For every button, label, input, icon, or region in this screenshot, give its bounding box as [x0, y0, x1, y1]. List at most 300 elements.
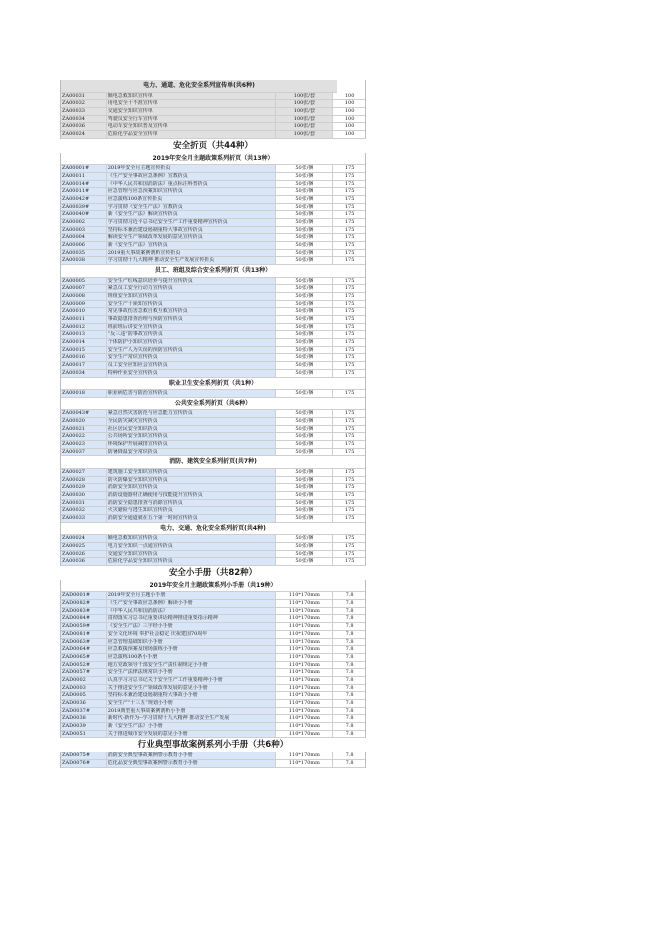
- item-price: 175: [333, 362, 365, 369]
- item-name: 学习贯彻习近平总书记安全生产工作重要精神宣传折页: [107, 219, 276, 226]
- item-spec: 50张/捆: [276, 370, 334, 377]
- item-name: 职业病危害与防治宣传折页: [107, 390, 276, 397]
- item-spec: 50张/捆: [276, 181, 334, 188]
- item-price: 175: [333, 173, 365, 180]
- item-price: 7.8: [333, 708, 365, 715]
- item-name: 全民防灾减灾宣传折页: [107, 418, 276, 425]
- item-code: ZA00030: [61, 492, 107, 499]
- item-spec: 50张/捆: [276, 410, 334, 417]
- item-code: ZA00040#: [61, 211, 107, 218]
- item-code: ZAD0001#: [61, 592, 107, 599]
- item-code: ZA00009: [61, 301, 107, 308]
- item-code: ZA00036: [61, 123, 107, 130]
- item-code: ZA00022: [61, 433, 107, 440]
- table-row: [61, 116, 365, 124]
- table-group: [60, 752, 366, 767]
- item-price: 7.8: [333, 608, 365, 615]
- item-name: 危险化学品安全宣传单: [107, 131, 276, 138]
- table-row: [61, 639, 365, 647]
- item-name: 危化品安全典型事故案例警示教育小手册: [107, 760, 276, 767]
- table-row: [61, 234, 365, 242]
- item-code: ZAD0039: [61, 723, 107, 730]
- item-code: ZA00011#: [61, 188, 107, 195]
- item-code: ZA00032: [61, 100, 107, 107]
- item-code: ZA00011: [61, 173, 107, 180]
- item-code: ZA00024: [61, 131, 107, 138]
- table-row: [61, 469, 365, 477]
- item-code: ZA00032: [61, 507, 107, 514]
- item-code: ZA00018: [61, 390, 107, 397]
- item-price: 175: [333, 441, 365, 448]
- item-spec: 50张/捆: [276, 543, 334, 550]
- item-price: 7.8: [333, 731, 365, 738]
- item-price: 175: [333, 535, 365, 542]
- table-row: [61, 426, 365, 434]
- item-price: 100: [333, 123, 365, 130]
- table-row: [61, 708, 365, 716]
- item-price: 175: [333, 293, 365, 300]
- item-spec: 50张/捆: [276, 507, 334, 514]
- item-price: 175: [333, 515, 365, 522]
- item-price: 175: [333, 543, 365, 550]
- item-code: ZA00003: [61, 227, 107, 234]
- item-spec: 110*170mm: [276, 685, 334, 692]
- item-name: 环境保护开展减排宣传折页: [107, 441, 276, 448]
- item-price: 175: [333, 449, 365, 456]
- table-row: [61, 608, 365, 616]
- item-name: 驾驶员安全行车宣传单: [107, 116, 276, 123]
- table-row: [61, 760, 365, 768]
- table-row: [61, 188, 365, 196]
- table-row: [61, 370, 365, 378]
- item-code: ZA00015: [61, 347, 107, 354]
- item-spec: 50张/捆: [276, 449, 334, 456]
- item-code: ZAD0059#: [61, 623, 107, 630]
- item-price: 175: [333, 188, 365, 195]
- table-group: [60, 378, 366, 398]
- item-name: 火灾避险与逃生知识宣传折页: [107, 507, 276, 514]
- item-code: ZA00006: [61, 242, 107, 249]
- item-code: ZAD0057#: [61, 669, 107, 676]
- item-spec: 100张/套: [276, 123, 334, 130]
- item-price: 175: [333, 339, 365, 346]
- item-name: 班前班后讲安全宣传折页: [107, 324, 276, 331]
- item-price: 175: [333, 426, 365, 433]
- item-price: 175: [333, 234, 365, 241]
- item-spec: 50张/捆: [276, 188, 334, 195]
- table-row: [61, 100, 365, 108]
- table-row: [61, 535, 365, 543]
- table-row: [61, 418, 365, 426]
- item-price: 7.8: [333, 752, 365, 759]
- item-price: 7.8: [333, 700, 365, 707]
- table-row: [61, 692, 365, 700]
- item-spec: 50张/捆: [276, 433, 334, 440]
- item-code: ZAD0052#: [61, 662, 107, 669]
- item-spec: 110*170mm: [276, 608, 334, 615]
- table-row: [61, 347, 365, 355]
- table-row: [61, 685, 365, 693]
- item-name: 安全生产常识宣传折页: [107, 354, 276, 361]
- item-spec: 50张/捆: [276, 285, 334, 292]
- item-name: 交通安全知识宣传单: [107, 108, 276, 115]
- table-row: [61, 204, 365, 212]
- table-row: [61, 219, 365, 227]
- item-spec: 50张/捆: [276, 347, 334, 354]
- item-spec: 50张/捆: [276, 316, 334, 323]
- item-name: 安全生产人为失误的预防宣传折页: [107, 347, 276, 354]
- item-name: 新《安全生产法》解读宣传折页: [107, 211, 276, 218]
- section-title: 安全小手册（共82种）: [168, 567, 258, 578]
- item-price: 175: [333, 316, 365, 323]
- item-code: ZAD0037#: [61, 708, 107, 715]
- item-name: 常见事故伤害急救自救互救宣传折页: [107, 308, 276, 315]
- item-name: 紧急员工安全行动力宣传折页: [107, 285, 276, 292]
- item-spec: 50张/捆: [276, 278, 334, 285]
- item-spec: 50张/捆: [276, 196, 334, 203]
- table-row: [61, 700, 365, 708]
- item-code: ZAD0036: [61, 700, 107, 707]
- item-code: ZA00017: [61, 362, 107, 369]
- item-spec: 110*170mm: [276, 592, 334, 599]
- item-name: 危险化学品安全知识宣传折页: [107, 558, 276, 565]
- item-spec: 50张/捆: [276, 492, 334, 499]
- item-price: 7.8: [333, 760, 365, 767]
- table-row: [61, 654, 365, 662]
- item-name: 2019重大事故案例剖析宣传折页: [107, 250, 276, 257]
- item-name: 电力安全知识一点通宣传折页: [107, 543, 276, 550]
- item-price: 175: [333, 219, 365, 226]
- table-row: [61, 515, 365, 523]
- item-spec: 110*170mm: [276, 646, 334, 653]
- table-group: [60, 398, 366, 457]
- table-row: [61, 441, 365, 449]
- table-group: [60, 265, 366, 377]
- table-group: [60, 153, 366, 265]
- item-price: 175: [333, 227, 365, 234]
- item-price: 175: [333, 507, 365, 514]
- item-spec: 50张/捆: [276, 484, 334, 491]
- item-name: 关于推进城市安全发展的意见小手册: [107, 731, 276, 738]
- item-code: ZAD0076#: [61, 760, 107, 767]
- item-spec: 50张/捆: [276, 390, 334, 397]
- item-name: 坚持标本兼治建设遏制重特大事故宣传折页: [107, 227, 276, 234]
- item-spec: 110*170mm: [276, 692, 334, 699]
- item-price: 175: [333, 433, 365, 440]
- item-spec: 50张/捆: [276, 204, 334, 211]
- table-row: [61, 362, 365, 370]
- item-spec: 110*170mm: [276, 760, 334, 767]
- item-price: 100: [333, 131, 365, 138]
- table-row: [61, 623, 365, 631]
- item-spec: 50张/捆: [276, 500, 334, 507]
- item-price: 7.8: [333, 592, 365, 599]
- item-code: ZAD0005: [61, 692, 107, 699]
- item-price: 7.8: [333, 623, 365, 630]
- item-name: 2019典型重大事故案例剖析小手册: [107, 708, 276, 715]
- item-code: ZA00034: [61, 370, 107, 377]
- item-spec: 50张/捆: [276, 469, 334, 476]
- item-name: 防暑降温安全常识折页: [107, 449, 276, 456]
- item-spec: 110*170mm: [276, 731, 334, 738]
- table-row: [61, 615, 365, 623]
- item-name: 用电安全十不准宣传单: [107, 100, 276, 107]
- table-row: [61, 715, 365, 723]
- item-spec: 110*170mm: [276, 662, 334, 669]
- price-sheet: [60, 80, 366, 768]
- table-row: [61, 390, 365, 398]
- item-code: ZA00035: [61, 250, 107, 257]
- item-price: 175: [333, 492, 365, 499]
- item-code: ZA00001#: [61, 165, 107, 172]
- table-row: [61, 308, 365, 316]
- item-name: 交通安全知识宣传折页: [107, 551, 276, 558]
- item-name: 额电急救知识宣传折页: [107, 535, 276, 542]
- item-code: ZA00027: [61, 469, 107, 476]
- item-code: ZA00002: [61, 219, 107, 226]
- item-price: 175: [333, 370, 365, 377]
- item-name: 《安全生产法》三字经小手册: [107, 623, 276, 630]
- item-code: ZA00016: [61, 354, 107, 361]
- item-price: 175: [333, 484, 365, 491]
- item-spec: 50张/捆: [276, 227, 334, 234]
- item-spec: 100张/套: [276, 116, 334, 123]
- item-name: 关于推进安全生产领域改革发展的意见小手册: [107, 685, 276, 692]
- item-name: 《生产安全事故应急条例》宣教折页: [107, 173, 276, 180]
- item-code: ZA00014#: [61, 181, 107, 188]
- item-name: 《生产安全事故应急条例》解读小手册: [107, 600, 276, 607]
- item-code: ZA00007: [61, 285, 107, 292]
- item-spec: 50张/捆: [276, 211, 334, 218]
- item-code: ZA00036: [61, 558, 107, 565]
- item-price: 175: [333, 165, 365, 172]
- item-spec: 110*170mm: [276, 723, 334, 730]
- item-name: 应急管理基础知识小手册: [107, 639, 276, 646]
- item-code: ZA00005: [61, 278, 107, 285]
- item-name: 电动车安全知识普及宣传单: [107, 123, 276, 130]
- item-code: ZA00021: [61, 426, 107, 433]
- item-name: 解读安全生产领域改革发展的意见宣传折页: [107, 234, 276, 241]
- table-row: [61, 646, 365, 654]
- item-spec: 100张/套: [276, 108, 334, 115]
- table-row: [61, 631, 365, 639]
- item-name: “反三违”防事故宣传折页: [107, 331, 276, 338]
- table-row: [61, 181, 365, 189]
- item-price: 7.8: [333, 646, 365, 653]
- item-code: ZAD0083#: [61, 608, 107, 615]
- item-price: 7.8: [333, 669, 365, 676]
- subsection-title: 2019年安全月主题政策系列小手册（共19种）: [61, 580, 365, 593]
- table-row: [61, 293, 365, 301]
- subsection-title: 电力、通道、危化安全系列宣传单(共6种): [61, 80, 337, 93]
- item-spec: 50张/捆: [276, 418, 334, 425]
- item-code: ZAD0081#: [61, 631, 107, 638]
- subsection-title: 职业卫生安全系列折页（共1种）: [61, 378, 365, 391]
- item-spec: 50张/捆: [276, 234, 334, 241]
- item-spec: 50张/捆: [276, 535, 334, 542]
- item-code: ZAD0038: [61, 715, 107, 722]
- item-name: 安全生产十须知宣传折页: [107, 301, 276, 308]
- item-spec: 110*170mm: [276, 631, 334, 638]
- table-row: [61, 484, 365, 492]
- item-name: 应急演练100条小手册: [107, 654, 276, 661]
- item-name: 应急管理与应急预案知识宣传折页: [107, 188, 276, 195]
- item-name: 新《安全生产法》小手册: [107, 723, 276, 730]
- item-name: 特种作业安全宣传折页: [107, 370, 276, 377]
- item-name: 2019年安全月主题宣传折页: [107, 165, 276, 172]
- item-price: 175: [333, 324, 365, 331]
- item-name: 员工安全应知应会宣传折页: [107, 362, 276, 369]
- item-price: 175: [333, 257, 365, 264]
- table-row: [61, 173, 365, 181]
- item-name: 消防安全隐患排查与消除宣传折页: [107, 500, 276, 507]
- item-name: 学习贯彻《安全生产法》宣教折页: [107, 204, 276, 211]
- item-spec: 50张/捆: [276, 308, 334, 315]
- item-price: 175: [333, 558, 365, 565]
- item-spec: 50张/捆: [276, 441, 334, 448]
- item-price: 175: [333, 477, 365, 484]
- item-name: 防灭防爆安全知识宣传折页: [107, 477, 276, 484]
- table-row: [61, 324, 365, 332]
- item-price: 175: [333, 347, 365, 354]
- item-code: ZA00012: [61, 324, 107, 331]
- item-spec: 50张/捆: [276, 354, 334, 361]
- item-code: ZA00033: [61, 515, 107, 522]
- item-spec: 110*170mm: [276, 715, 334, 722]
- item-price: 175: [333, 278, 365, 285]
- item-spec: 50张/捆: [276, 324, 334, 331]
- item-code: ZA00004: [61, 234, 107, 241]
- table-row: [61, 677, 365, 685]
- item-price: 7.8: [333, 662, 365, 669]
- table-row: [61, 165, 365, 173]
- item-price: 175: [333, 469, 365, 476]
- item-spec: 50张/捆: [276, 339, 334, 346]
- item-spec: 50张/捆: [276, 173, 334, 180]
- table-row: [61, 669, 365, 677]
- item-name: 安全生产红线意识培养与提升宣传折页: [107, 278, 276, 285]
- item-spec: 50张/捆: [276, 515, 334, 522]
- item-code: ZA00029: [61, 484, 107, 491]
- table-row: [61, 500, 365, 508]
- item-name: 班组安全知识宣传折页: [107, 293, 276, 300]
- item-price: 7.8: [333, 715, 365, 722]
- item-price: 7.8: [333, 615, 365, 622]
- item-price: 7.8: [333, 723, 365, 730]
- item-spec: 50张/捆: [276, 242, 334, 249]
- item-name: 公共场所安全知识宣传折页: [107, 433, 276, 440]
- item-spec: 100张/套: [276, 131, 334, 138]
- item-code: ZA00008: [61, 293, 107, 300]
- table-row: [61, 316, 365, 324]
- item-name: 消防安全知识宣传折页: [107, 484, 276, 491]
- item-price: 7.8: [333, 685, 365, 692]
- item-name: 认真学习习总书记关于安全生产工作重要精神小手册: [107, 677, 276, 684]
- item-price: 100: [333, 108, 365, 115]
- item-code: ZA00023: [61, 441, 107, 448]
- item-spec: 50张/捆: [276, 301, 334, 308]
- item-price: 175: [333, 500, 365, 507]
- item-price: 7.8: [333, 639, 365, 646]
- item-code: ZA00014: [61, 339, 107, 346]
- item-name: 新时代·新作为--学习贯彻十九大精神 推动安全生产发展: [107, 715, 276, 722]
- item-price: 175: [333, 301, 365, 308]
- item-name: 2019年安全月主题小手册: [107, 592, 276, 599]
- table-row: [61, 123, 365, 131]
- item-name: 消防安全典型事故案例警示教育小手册: [107, 752, 276, 759]
- item-price: 7.8: [333, 654, 365, 661]
- table-row: [61, 242, 365, 250]
- table-row: [61, 339, 365, 347]
- table-row: [61, 131, 365, 139]
- table-row: [61, 551, 365, 559]
- item-spec: 100张/套: [276, 100, 334, 107]
- table-row: [61, 250, 365, 258]
- item-spec: 110*170mm: [276, 654, 334, 661]
- table-row: [61, 752, 365, 760]
- item-code: ZA00026: [61, 551, 107, 558]
- item-spec: 50张/捆: [276, 293, 334, 300]
- item-spec: 50张/捆: [276, 362, 334, 369]
- table-group: [60, 456, 366, 522]
- table-row: [61, 731, 365, 739]
- item-name: 学习贯彻十九大精神 推动安全生产发展宣传折页: [107, 257, 276, 264]
- item-code: ZA00043#: [61, 410, 107, 417]
- item-price: 100: [333, 116, 365, 123]
- item-price: 175: [333, 354, 365, 361]
- item-code: ZAD0084#: [61, 615, 107, 622]
- item-name: 贯彻落实习总书记重要讲话精神推进重要指示精神: [107, 615, 276, 622]
- item-price: 175: [333, 308, 365, 315]
- table-row: [61, 592, 365, 600]
- table-group: [60, 580, 366, 739]
- item-spec: 110*170mm: [276, 623, 334, 630]
- subsection-title: 消防、建筑安全系列折页(共7种): [61, 456, 365, 469]
- table-row: [61, 410, 365, 418]
- item-price: 7.8: [333, 677, 365, 684]
- subsection-title: 公共安全系列折页（共6种）: [61, 398, 365, 411]
- item-spec: 50张/捆: [276, 426, 334, 433]
- section-title: 安全折页（共44种）: [173, 140, 253, 151]
- item-price: 175: [333, 196, 365, 203]
- table-row: [61, 558, 365, 566]
- item-name: 消防安全通道就在五个第一时间宣传折页: [107, 515, 276, 522]
- item-price: 175: [333, 242, 365, 249]
- item-spec: 50张/捆: [276, 257, 334, 264]
- item-name: 安全文化环境 奉护社会稳定 庆祝建国70周年: [107, 631, 276, 638]
- item-code: ZAD0063#: [61, 639, 107, 646]
- item-spec: 50张/捆: [276, 558, 334, 565]
- table-row: [61, 278, 365, 286]
- item-name: 安全生产法律法规常识小手册: [107, 669, 276, 676]
- item-spec: 50张/捆: [276, 477, 334, 484]
- item-code: ZAD0075#: [61, 752, 107, 759]
- item-price: 7.8: [333, 631, 365, 638]
- item-price: 175: [333, 551, 365, 558]
- item-code: ZA00034: [61, 116, 107, 123]
- table-row: [61, 196, 365, 204]
- item-name: 紧急自然灾害防范与应急能力宣传折页: [107, 410, 276, 417]
- item-code: ZA00039#: [61, 204, 107, 211]
- item-name: 社区居民安全知识折页: [107, 426, 276, 433]
- item-spec: 50张/捆: [276, 250, 334, 257]
- table-row: [61, 227, 365, 235]
- item-name: 新《安全生产法》宣传折页: [107, 242, 276, 249]
- item-name: 应急救援预案及现场演练小手册: [107, 646, 276, 653]
- item-name: 《中华人民共和国消防法》: [107, 608, 276, 615]
- item-price: 100: [333, 93, 365, 100]
- table-row: [61, 301, 365, 309]
